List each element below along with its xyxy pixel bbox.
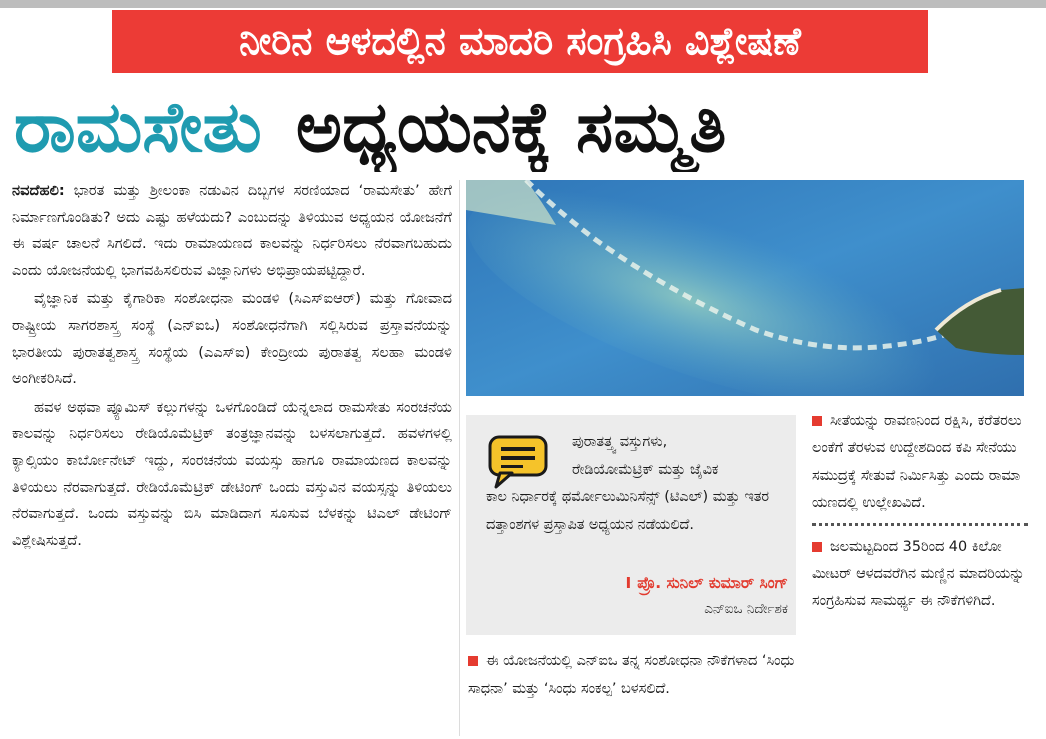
headline-part2: ಅಧ್ಯಯನಕ್ಕೆ ಸಮ್ಮತಿ (295, 85, 727, 168)
attribution-mark: I (625, 574, 632, 592)
quote-line-1: ಪುರಾತತ್ತ್ವ ವಸ್ತುಗಳು, (572, 434, 668, 450)
bullet-square-icon (812, 542, 822, 552)
dateline: ನವದೆಹಲಿ: (12, 182, 65, 199)
satellite-photo-image (466, 180, 1024, 396)
quote-author: ಪ್ರೊ. ಸುನಿಲ್ ಕುಮಾರ್ ಸಿಂಗ್ (637, 574, 788, 592)
top-strip (0, 0, 1046, 8)
kicker-banner (112, 10, 928, 73)
bullet-square-icon (812, 416, 822, 426)
bullet-square-icon (468, 656, 478, 666)
kicker-text: ನೀರಿನ ಆಳದಲ್ಲಿನ ಮಾದರಿ ಸಂಗ್ರಹಿಸಿ ವಿಶ್ಲೇಷಣೆ (239, 19, 801, 63)
paragraph-1-text: ಭಾರತ ಮತ್ತು ಶ್ರೀಲಂಕಾ ನಡುವಿನ ದಿಬ್ಬಗಳ ಸರಣಿಯಾದ ‘ರಾಮಸೇತು’ ಹೇಗೆ ನಿರ್ಮಾಣಗೊಂಡಿತು? ಅದು ಎಷ್ಟು ಹಳೆಯದು? ಎಂಬುದನ್ನು ತಿಳಿಯುವ ಅಧ್ಯಯನ ಯೋಜನೆಗೆ ಈ ವರ್ಷ ಚಾಲನೆ ಸಿಗಲಿದೆ. ಇದು ರಾಮಾಯಣದ ಕಾಲವನ್ನು ನಿರ್ಧರಿಸಲು ನೆರವಾಗಬಹುದು ಎಂದು ಯೋಜನೆಯಲ್ಲಿ ಭಾಗವಹಿಸಲಿರುವ ವಿಜ್ಞಾನಿಗಳು ಅಭಿಪ್ರಾಯಪಟ್ಟಿದ್ದಾರೆ. (12, 182, 452, 279)
quote-text (486, 429, 786, 539)
quote-author-role: ಎನ್‌ಐಒ ನಿರ್ದೇಶಕ (704, 601, 788, 617)
article-paragraph-1 (12, 178, 452, 284)
note-vessels-text: ಈ ಯೋಜನೆಯಲ್ಲಿ ಎನ್‌ಐಒ ತನ್ನ ಸಂಶೋಧನಾ ನೌಕೆಗಳಾದ ‘ಸಿಂಧು ಸಾಧನಾ’ ಮತ್ತು ‘ಸಿಂಧು ಸಂಕಲ್ಪ’ ಬಳಸಲಿದೆ. (468, 653, 795, 697)
note-depth-text: ಜಲಮಟ್ಟದಿಂದ 35ರಿಂದ 40 ಕಿಲೋ ಮೀಟರ್ ಆಳದವರೆಗಿನ ಮಣ್ಣಿನ ಮಾದರಿಯನ್ನು ಸಂಗ್ರಹಿಸುವ ಸಾಮರ್ಥ್ಯ ಈ ನೌಕೆಗಳಿಗಿದೆ. (812, 538, 1025, 610)
dotted-divider (812, 523, 1028, 526)
quote-line-2: ರೇಡಿಯೋಮೆಟ್ರಿಕ್ ಮತ್ತು ಜೈವಿಕ (572, 461, 719, 478)
note-depth (812, 532, 1028, 616)
column-divider (459, 180, 460, 736)
article-column (12, 178, 452, 736)
side-notes (812, 408, 1028, 616)
headline-part1: ರಾಮಸೇತು (14, 85, 262, 168)
article-paragraph-2: ವೈಜ್ಞಾನಿಕ ಮತ್ತು ಕೈಗಾರಿಕಾ ಸಂಶೋಧನಾ ಮಂಡಳಿ (ಸಿಎಸ್‌ಐಆರ್) ಮತ್ತು ಗೋವಾದ ರಾಷ್ಟ್ರೀಯ ಸಾಗರಶಾಸ್ತ್ರ ಸಂಸ್ಥೆ (ಎನ್‌ಐಒ) ಸಂಶೋಧನೆಗಾಗಿ ಸಲ್ಲಿಸಿರುವ ಪ್ರಸ್ತಾವನೆಯನ್ನು ಭಾರತೀಯ ಪುರಾತತ್ವಶಾಸ್ತ್ರ ಸಂಸ್ಥೆಯ (ಎಎಸ್‌ಐ) ಕೇಂದ್ರೀಯ ಪುರಾತತ್ವ ಸಲಹಾ ಮಂಡಳಿ ಅಂಗೀಕರಿಸಿದೆ. (12, 290, 452, 388)
headline (14, 82, 1034, 172)
satellite-photo (466, 180, 1024, 396)
note-vessels (468, 648, 798, 703)
quote-attribution (526, 570, 788, 596)
quote-body: ಕಾಲ ನಿರ್ಧಾರಕ್ಕೆ ಥರ್ಮೋಲುಮಿನಿಸೆನ್ಸ್ (ಟಿಎಲ್) ಮತ್ತು ಇತರ ದತ್ತಾಂಶಗಳ ಪ್ರಸ್ತಾಪಿತ ಅಧ್ಯಯನ ನಡೆಯಲಿದೆ. (486, 489, 769, 533)
article-paragraph-3: ಹವಳ ಅಥವಾ ಪ್ಯೂಮಿಸ್ ಕಲ್ಲುಗಳನ್ನು ಒಳಗೊಂಡಿದೆ ಯೆನ್ನಲಾದ ರಾಮಸೇತು ಸಂರಚನೆಯ ಕಾಲವನ್ನು ನಿರ್ಧರಿಸಲು ರೇಡಿಯೊಮೆಟ್ರಿಕ್ ತಂತ್ರಜ್ಞಾನವನ್ನು ಬಳಸಲಾಗುತ್ತದೆ. ಹವಳಗಳಲ್ಲಿ ಕ್ಯಾಲ್ಸಿಯಂ ಕಾರ್ಬೋನೇಟ್ ಇದ್ದು, ಸಂರಚನೆಯ ವಯಸ್ಸು ಹಾಗೂ ರಾಮಾಯಣದ ಕಾಲವನ್ನು ತಿಳಿಯಲು ನೆರವಾಗುತ್ತದೆ. ರೇಡಿಯೊಮೆಟ್ರಿಕ್ ಡೇಟಿಂಗ್ ಒಂದು ವಸ್ತುವಿನ ವಯಸ್ಸನ್ನು ತಿಳಿಯಲು ನೆರವಾಗುತ್ತದೆ. ಒಂದು ವಸ್ತುವನ್ನು ಬಿಸಿ ಮಾಡಿದಾಗ ಸೂಸುವ ಬೆಳಕನ್ನು ಟಿಎಲ್ ಡೇಟಿಂಗ್ ವಿಶ್ಲೇಷಿಸುತ್ತದೆ. (12, 398, 452, 549)
note-ramayana-text: ಸೀತೆಯನ್ನು ರಾವಣನಿಂದ ರಕ್ಷಿಸಿ, ಕರೆತರಲು ಲಂಕೆಗೆ ತೆರಳುವ ಉದ್ದೇಶದಿಂದ ಕಪಿ ಸೇನೆಯು ಸಮುದ್ರಕ್ಕೆ ಸೇತುವೆ ನಿರ್ಮಿಸಿತ್ತು ಎಂದು ರಾಮಾ ಯಣದಲ್ಲಿ ಉಲ್ಲೇಖವಿದೆ. (812, 413, 1022, 512)
note-ramayana (812, 408, 1028, 518)
quote-box (466, 415, 796, 635)
